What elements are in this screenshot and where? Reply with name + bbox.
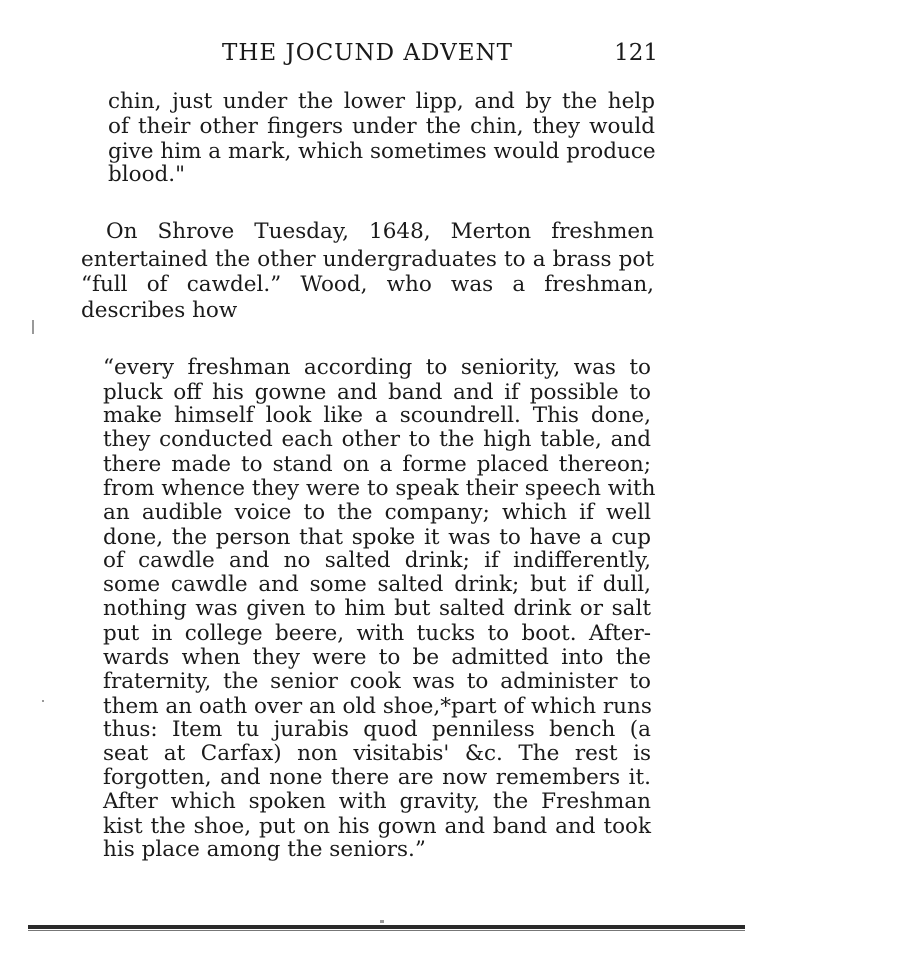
text-line: an audible voice to the company; which if well [103, 500, 651, 525]
scan-mark [380, 920, 384, 923]
text-line: they conducted each other to the high table, and [103, 427, 651, 452]
text-line: blood." [108, 162, 186, 187]
scan-mark [42, 700, 44, 702]
text-line: pluck off his gowne and band and if possible to [103, 380, 651, 405]
text-line: entertained the other undergraduates to a brass pot [81, 247, 654, 272]
text-line: forgotten, and none there are now remembers it. [103, 765, 651, 790]
text-line: done, the person that spoke it was to have a cup [103, 525, 651, 550]
text-line: some cawdle and some salted drink; but if dull, [103, 572, 651, 597]
running-title: THE JOCUND ADVENT [222, 40, 513, 66]
text-line: put in college beere, with tucks to boot. After- [103, 621, 651, 646]
running-head [222, 40, 658, 72]
text-line: After which spoken with gravity, the Freshman [103, 789, 651, 814]
text-line: thus: Item tu jurabis quod penniless bench (a [103, 717, 651, 742]
text-line: kist the shoe, put on his gown and band and took [103, 814, 651, 839]
text-line: fraternity, the senior cook was to administer to [103, 669, 651, 694]
text-line: there made to stand on a forme placed thereon; [103, 452, 651, 477]
text-line: “full of cawdel.” Wood, who was a freshman, [81, 272, 654, 297]
text-line: “every freshman according to seniority, was to [103, 355, 651, 380]
text-line: make himself look like a scoundrell. This done, [103, 403, 651, 428]
page-number: 121 [614, 40, 658, 66]
scan-mark [32, 320, 34, 334]
text-line: wards when they were to be admitted into the [103, 645, 651, 670]
text-line: of cawdle and no salted drink; if indifferently, [103, 548, 651, 573]
text-line: his place among the seniors.” [103, 837, 426, 862]
text-line: describes how [81, 298, 238, 323]
footer-rule [28, 925, 745, 929]
text-line: them an oath over an old shoe,*part of which runs [103, 694, 652, 719]
footer-rule-thin [28, 930, 745, 931]
text-line: nothing was given to him but salted drink or salt [103, 596, 651, 621]
text-line: chin, just under the lower lipp, and by the help [108, 89, 655, 114]
text-line: give him a mark, which sometimes would produce [108, 139, 656, 164]
text-line: seat at Carfax) non visitabis' &c. The rest is [103, 741, 651, 766]
text-line: of their other fingers under the chin, they would [108, 114, 655, 139]
text-line: from whence they were to speak their speech with [103, 476, 656, 501]
text-line: On Shrove Tuesday, 1648, Merton freshmen [106, 219, 654, 244]
